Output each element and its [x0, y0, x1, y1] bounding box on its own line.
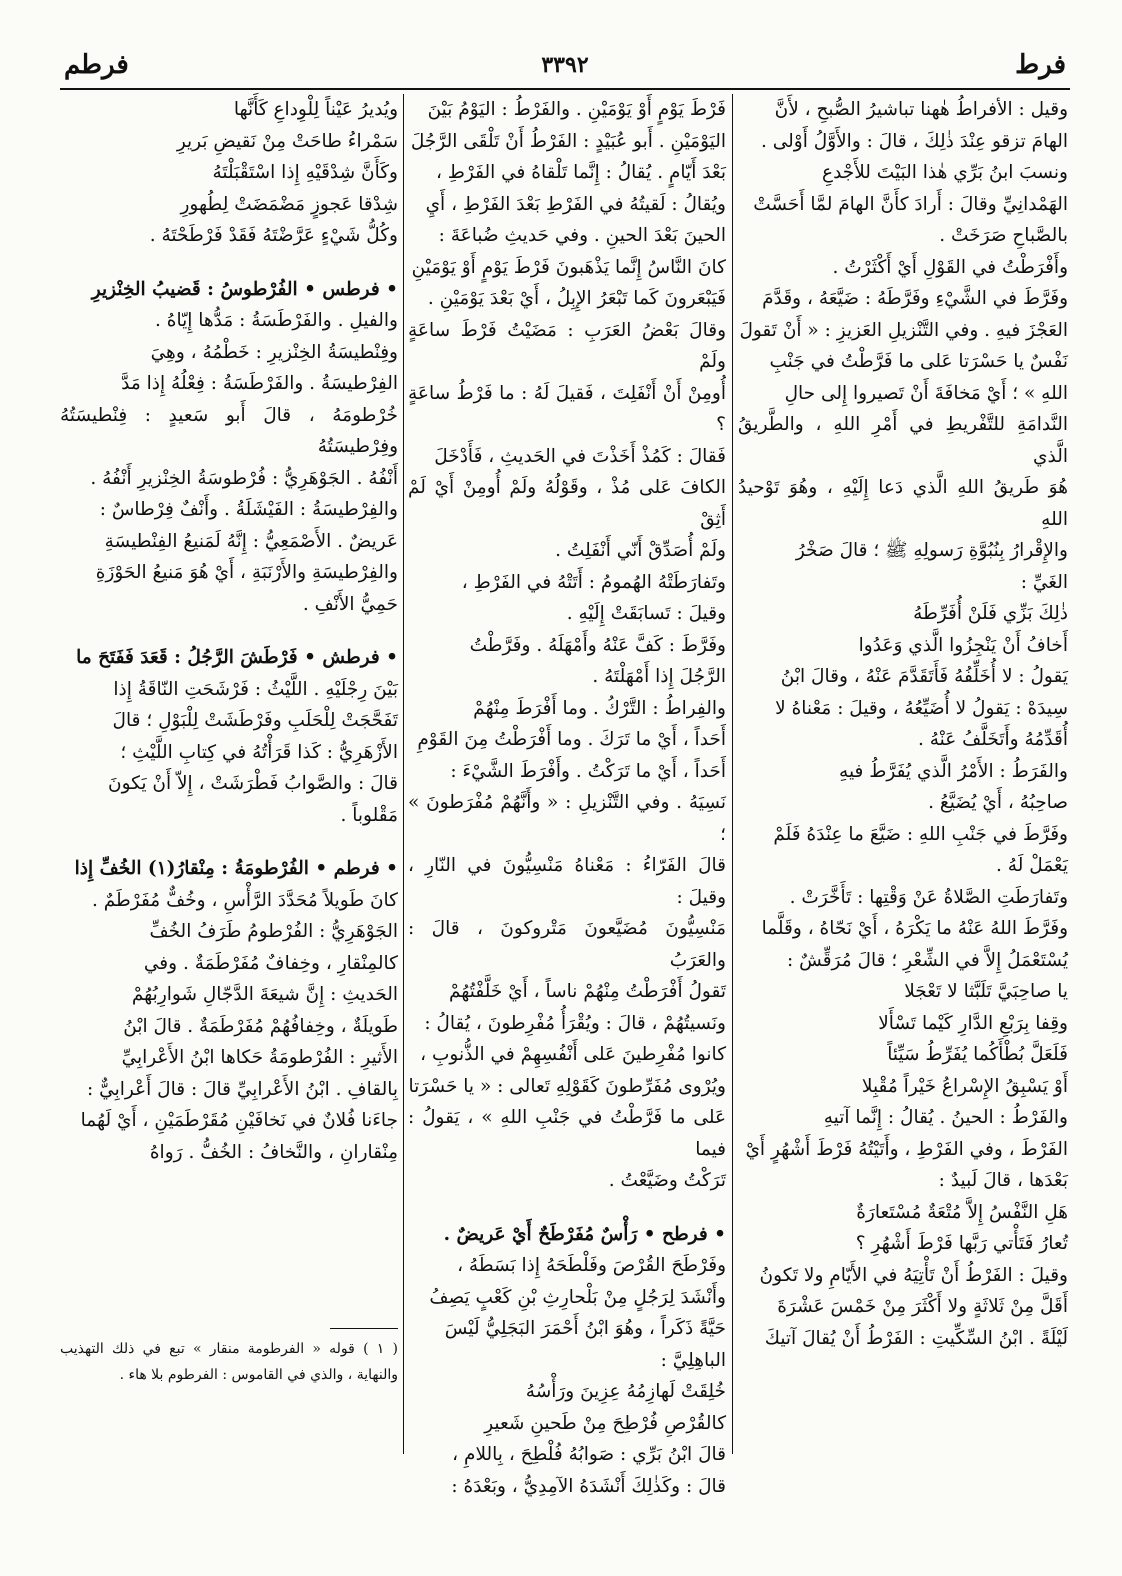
- text-line: والإِقْرارُ بِنُبُوَّةِ رَسولِهِ ﷺ ؛ قالَ صَخْرُ: [795, 540, 1068, 561]
- text-line: تَرَكْتُ وضَيَّعْتُ .: [608, 1170, 726, 1191]
- text-line: فَقالَ : كَمُذْ أَخَذْتَ في الحَديثِ ، فَأَدْخَلَ: [434, 445, 726, 467]
- running-headword-right: فرط: [1015, 50, 1066, 80]
- text-line: خُرْطومَهُ ، قالَ أَبو سَعيدٍ : فِنْطيسَتُهُ وفِرْطيسَتُهُ: [60, 404, 398, 457]
- text-line: شِدْقا عَجوزٍ مَضْمَضَتْ لِطُهورِ: [180, 193, 398, 215]
- text-line: أَنْفُهُ . الجَوْهَرِيُّ : فُرْطوسَةُ الخِنْزيرِ أَنْفُهُ .: [90, 467, 398, 489]
- text-line: طَويلَةٌ ، وخِفافُهُمْ مُفَرْطَمَةٌ . قالَ ابْنُ: [123, 1015, 398, 1037]
- text-line: الكافَ عَلى مُذْ ، وقَوْلُهُ ولَمْ أُومِنْ أَيْ لَمْ أَثِقْ: [408, 477, 726, 530]
- text-line: كانوا مُفْرِطينَ عَلى أَنْفُسِهِمْ في الذُّنوبِ ،: [420, 1044, 726, 1065]
- text-line: الرَّجُلَ إِذا أَمْهَلْتَهُ .: [592, 666, 726, 687]
- text-line: وقيلَ : الفَرْطُ أَنْ تَأْتِيَهُ في الأَيّامِ ولا تَكونُ: [759, 1264, 1068, 1286]
- footnote-rule: [330, 1328, 398, 1329]
- text-line: قالَ ابْنُ بَرِّي : صَوابُهُ فُلْطِحَ ، بِاللامِ ،: [452, 1444, 726, 1465]
- text-line: الباهِلِيَّ :: [660, 1349, 726, 1371]
- text-line: الأَثيرِ : الفُرْطومَةُ حَكاها ابْنُ الأَعْرابِيِّ: [121, 1047, 398, 1068]
- text-line: الفِرْطيسَةُ . والفَرْطَسَةُ : فِعْلُهُ إِذا مَدَّ: [121, 373, 398, 394]
- entry-gap: [408, 1197, 726, 1219]
- text-line: الحينَ بَعْدَ الحينِ . وفي حَديثِ ضُباعَةَ :: [438, 225, 726, 246]
- text-line: وأَنْشَدَ لِرَجُلٍ مِنْ بَلْحارِثِ بْنِ كَعْبٍ يَصِفُ: [429, 1286, 726, 1308]
- text-line: قالَ : وكَذٰلِكَ أَنْشَدَهُ الآمِدِيُّ ، وبَعْدَهُ :: [451, 1475, 726, 1497]
- text-line: نَفْسٌ يا حَسْرَتا عَلى ما فَرَّطْتُ في جَنْبِ: [769, 351, 1068, 372]
- text-line: حَيَّةً ذَكَراً ، وهُوَ ابْنُ أَحْمَرَ البَجَلِيُّ لَيْسَ: [444, 1318, 726, 1339]
- text-line: والفيلِ . والفَرْطَسَةُ : مَدُّها إِيّاهُ .: [155, 310, 398, 331]
- text-line: عَريضٌ . الأَصْمَعِيُّ : إِنَّهُ لَمَنيعُ الفِنْطيسَةِ: [104, 530, 398, 552]
- text-line: الحَديثِ : إِنَّ شيعَةَ الدَّجّالِ شَوارِبُهُمْ: [131, 984, 398, 1005]
- text-line: وقيل : الأفراطُ هٰهنا تباشيرُ الصُّبحِ ، لأَنَّ: [774, 99, 1068, 120]
- column-divider: [732, 94, 733, 1454]
- column-middle: [408, 94, 726, 1502]
- text-line: والفَرْطُ : الحينُ . يُقالُ : إِنَّما آتيهِ: [823, 1107, 1068, 1128]
- text-line: قالَ : والصَّوابُ فَطْرَشَتْ ، إِلاّ أَنْ يَكونَ: [108, 773, 398, 794]
- text-line: ذٰلِكَ بَزِّي فَلَنْ أُفَرِّطَهُ: [913, 603, 1068, 624]
- text-line: الفَرْطَ ، وفي الفَرْطِ ، وأَتَيْتُهُ فَرْطَ أَشْهُرٍ أَيْ: [745, 1138, 1068, 1160]
- entry-gap: [60, 831, 398, 853]
- text-line: يا صاحِبَيَّ تَلَبَّثا لا تَعْجَلا: [904, 981, 1068, 1002]
- entry-gap: [60, 252, 398, 274]
- text-line: الهَمْدانِيِّ وقالَ : أَرادَ كأَنَّ الهامَ لمَّا أَحَسَّتْ: [753, 193, 1068, 215]
- text-line: هَلِ النَّفْسُ إِلاَّ مُتْعَةٌ مُسْتَعارَةٌ: [856, 1201, 1068, 1223]
- text-line: اليَوْمَيْنِ . أَبو عُبَيْدٍ : الفَرْطُ أَنْ تَلْقَى الرَّجُلَ: [410, 130, 726, 152]
- text-line: ويُديرُ عَيْناً لِلْوِداعِ كَأَنَّها: [233, 99, 398, 120]
- text-line: هُوَ طَريقُ اللهِ الَّذي دَعا إِلَيْهِ ، وهُوَ تَوْحيدُ اللهِ: [738, 477, 1068, 530]
- page-number: ٣٣٩٢: [541, 52, 589, 78]
- text-line: ولَمْ أُصَدِّقْ أَنّي أَنْفَلِتُ .: [555, 540, 726, 561]
- text-line: العَجْزَ فيهِ . وفي التَّنْزيلِ العَزيزِ : « أَنْ تَقولَ: [739, 319, 1068, 341]
- text-line: النَّدامَةِ للتَّفْريطِ في أَمْرِ اللهِ ، والطَّريقُ الَّذي: [738, 414, 1068, 467]
- text-line: يُسْتَعْمَلُ إِلاَّ في الشِّعْرِ ؛ قالَ مُرَقِّشٌ :: [787, 949, 1068, 971]
- column-left: [60, 94, 398, 1168]
- text-line: فَيَبْعَرونَ كَما تَبْعَرُ الإِبِلُ ، أَيْ بَعْدَ يَوْمَيْنِ .: [427, 288, 726, 309]
- text-line: فَلَعَلَّ بُطْأَكُما يُفَرِّطُ سَيِّئاً: [887, 1044, 1068, 1065]
- text-line: ويُقالُ : لَقيتُهُ في الفَرْطِ بَعْدَ الفَرْطِ ، أَيِ: [425, 193, 726, 215]
- text-line: كالمِنْقارِ ، وخِفافٌ مُفَرْطَمَةٌ . وفي: [143, 952, 398, 974]
- text-line: والفِرْطيسَةِ والأَرْنَبَةِ ، أَيْ هُوَ مَنيعُ الحَوْزَةِ: [95, 562, 398, 583]
- text-line: الغَيِّ :: [1020, 571, 1068, 593]
- text-line: ونسبَ ابنُ بَرِّي هٰذا البَيْتَ للأَجْدعِ: [822, 162, 1068, 183]
- text-line: ويُرْوى مُفَرِّطونَ كَقَوْلِهِ تَعالى : « يا حَسْرَتا: [408, 1075, 726, 1097]
- text-line: وفَرْطَحَ القُرْصَ وفَلْطَحَهُ إِذا بَسَطَهُ ،: [457, 1255, 726, 1276]
- text-line: صاحِبُهُ ، أَيْ يُضَيَّعُ .: [928, 792, 1068, 813]
- entry-gap: [60, 620, 398, 642]
- running-headword-left: فرطم: [64, 50, 129, 80]
- text-line: قالَ الفَرّاءُ : مَعْناهُ مَنْسِيُّونَ في النّارِ ، وقيلَ :: [408, 855, 726, 908]
- text-line: أُقَدِّمُهُ وأَتَخَلَّفُ عَنْهُ .: [917, 729, 1068, 750]
- text-line: سِيدَهْ : يَقولُ لا أُضَيِّعُهُ ، وقيلَ : مَعْناهُ لا: [775, 697, 1068, 719]
- text-line: وفَرَّطَ : كَفَّ عَنْهُ وأَمْهَلَهُ . وفَرَّطْتُ: [469, 634, 726, 656]
- text-line: الهامَ تزقو عِنْدَ ذٰلِكَ ، قالَ : والأَوَّلُ أَوْلى .: [760, 130, 1068, 152]
- text-line: فَرْطَ يَوْمٍ أَوْ يَوْمَيْنِ . والفَرْطُ : اليَوْمُ بَيْنَ: [427, 99, 726, 120]
- text-line: وفَرَّطَ في الشَّيْءِ وفَرَّطَهُ : ضَيَّعَهُ ، وقَدَّمَ: [762, 288, 1068, 309]
- text-line: نَسِيَهُ . وفي التَّنْزيلِ : « وأَنَّهُمْ مُفْرَطونَ » ؛: [408, 792, 726, 845]
- column-divider: [403, 94, 404, 1454]
- text-line: لَيْلَةً . ابْنُ السِّكِّيتِ : الفَرْطُ أَنْ يُقالَ آتيكَ: [764, 1327, 1068, 1349]
- page-header: [60, 50, 1070, 84]
- text-line: سَمْراءُ طاحَتْ مِنْ نَقيضِ بَريرِ: [176, 130, 398, 152]
- text-line: الأَزْهَرِيُّ : كَذا قَرَأْتُهُ في كِتابِ اللَّيْثِ ؛: [120, 741, 398, 763]
- text-line: اللهِ » ؛ أَيْ مَخافَةَ أَنْ تَصيروا إِلى حالِ: [784, 382, 1068, 404]
- text-line: مَنْسِيُّونَ مُضَيَّعونَ مَتْروكونَ ، قالَ : والعَرَبُ: [408, 918, 726, 971]
- text-line: وقالَ بَعْضُ العَرَبِ : مَضَيْتُ فَرْطَ ساعَةٍ ولَمْ: [408, 319, 726, 372]
- text-line: وكَأَنَّ شِدْقَيْهِ إِذا اسْتَقْبَلْتَهُ: [212, 162, 398, 183]
- text-line: أَخافُ أَنْ يَنْجِزُوا الَّذي وَعَدُوا: [858, 634, 1068, 656]
- text-line: وقيلَ : تَسابَقَتْ إِلَيْهِ .: [566, 603, 726, 624]
- entry-headword-line: • فرطح • رَأْسٌ مُفَرْطَحٌ أَيْ عَريضٌ .: [443, 1223, 726, 1245]
- text-line: تَفَحَّجَتْ لِلْحَلَبِ وفَرْطَشَتْ لِلْبَوْلِ ؛ قالَ: [112, 710, 398, 731]
- text-line: وأَفْرَطْتُ في القَوْلِ أَيْ أَكْثَرْتُ .: [832, 256, 1068, 278]
- text-line: بَعْدَها ، قالَ لَبيدٌ :: [938, 1170, 1068, 1191]
- text-line: بِالقافِ . ابْنُ الأَعْرابِيِّ قالَ : قالَ أَعْرابِيٌّ :: [87, 1078, 398, 1100]
- text-line: وقِفا بِرَبْعِ الدَّارِ كَيْما تَسْأَلا: [878, 1012, 1068, 1034]
- text-line: بالصَّباحِ صَرَخَتْ .: [939, 225, 1068, 246]
- entry-headword-line: • فرطش • فَرْطَشَ الرَّجُلُ : قَعَدَ فَفَتَحَ ما: [76, 647, 398, 668]
- text-line: مَقْلوباً .: [340, 804, 398, 826]
- text-line: وفَرَّطَ في جَنْبِ اللهِ : ضَيَّعَ ما عِنْدَهُ فَلَمْ: [773, 823, 1068, 845]
- text-line: بَعْدَ أَيّامٍ . يُقالُ : إِنَّما تَلْقاهُ في الفَرْطِ ،: [435, 162, 726, 183]
- text-line: والفِرْطيسَةُ : الفَيْشَلَةُ . وأَنْفٌ فِرْطاسٌ :: [99, 499, 398, 520]
- text-line: يَقولُ : لا أُخَلِّفُهُ فَأَتَقَدَّمَ عَنْهُ ، وقالَ ابْنُ: [780, 666, 1068, 687]
- text-line: والفَرَطُ : الأَمْرُ الَّذي يُفَرَّطُ فيهِ: [839, 760, 1068, 782]
- text-line: بَيْنَ رِجْلَيْهِ . اللَّيْثُ : فَرْشَحَتِ النّاقَةُ إِذا: [113, 678, 398, 700]
- text-line: كانَ النَّاسُ إِنَّما يَذْهَبونَ فَرْطَ يَوْمٍ أَوْ يَوْمَيْنِ: [411, 256, 726, 278]
- text-line: تَقولُ أَفْرَطْتُ مِنْهُمْ ناساً ، أَيْ خَلَّفْتُهُمْ: [448, 981, 726, 1002]
- text-line: أَحَداً ، أَيْ ما تَرَكْتُ . وأَفْرَطَ الشَّيْءَ :: [450, 760, 726, 782]
- text-line: كالقُرْصِ فُرْطِحَ مِنْ طَحينِ شَعيرِ: [484, 1412, 726, 1434]
- text-line: وتَفارَطَتِ الصَّلاةُ عَنْ وَقْتِها : تَأَخَّرَتْ .: [789, 886, 1068, 908]
- header-rule: [60, 88, 1070, 90]
- text-line: كانَ طَويلاً مُحَدَّدَ الرَّأْسِ ، وخُفٌّ مُفَرْطَمٌ .: [91, 889, 398, 911]
- column-right: [738, 94, 1068, 1354]
- text-line: أَقَلَّ مِنْ ثَلاثَةٍ ولا أَكْثَرَ مِنْ خَمْسَ عَشْرَةَ: [777, 1296, 1068, 1317]
- entry-headword-line: • فرطم • الفُرْطومَةُ : مِنْقارُ(١) الخُفِّ إِذا: [74, 858, 398, 879]
- text-line: ونَسيتُهُمْ ، قالَ : ويُقْرَأُ مُفْرِطونَ ، يُقالُ :: [424, 1012, 726, 1034]
- text-line: أَوْ يَسْبِقُ الإِسْراعُ خَيْراً مُقْبِلا: [861, 1075, 1068, 1097]
- text-line: وفَرَّطَ اللهُ عَنْهُ ما يَكْرَهُ ، أَيْ نَحّاهُ ، وقَلَّما: [761, 918, 1068, 939]
- text-line: تُعارُ فَتَأْتي رَبَّها فَرْطَ أَشْهُرِ ؟: [855, 1233, 1068, 1254]
- text-line: يَعْمَلْ لَهُ .: [996, 855, 1068, 876]
- text-line: وفِنْطيسَةُ الخِنْزيرِ : خَطْمُهُ ، وهِيَ: [150, 341, 398, 363]
- text-line: حَمِيُّ الأَنْفِ .: [302, 593, 398, 615]
- text-line: وكُلُّ شَيْءٍ عَرَّضْتَهُ فَقَدْ فَرْطَحْتَهُ .: [149, 225, 398, 246]
- text-line: الجَوْهَرِيُّ : الفُرْطومُ طَرَفُ الخُفِّ: [149, 921, 398, 942]
- text-line: خُلِقَتْ لَهازِمُهُ عِزِينَ ورَأْسُهُ: [525, 1381, 726, 1402]
- footnote: ( ١ ) قوله « الفرطومة منقار » تبع في ذلك التهذيب والنهاية ، والذي في القاموس : الفرطوم بلا هاء .: [60, 1341, 398, 1383]
- text-line: جاءَنا فُلانٌ في نَخافَيْنِ مُقَرْطَمَيْنِ ، أَيْ لَهُما: [80, 1110, 398, 1131]
- text-line: وتَفارَطَتْهُ الهُمومُ : أَتَتْهُ في الفَرْطِ ،: [461, 571, 726, 593]
- text-line: عَلى ما فَرَّطْتُ في جَنْبِ اللهِ » ، يَقولُ : فيما: [408, 1107, 726, 1160]
- text-line: أَحَداً ، أَيْ ما تَرَكَ . وما أَفْرَطْتُ مِنَ القَوْمِ: [417, 729, 726, 750]
- text-line: مِنْقارانِ ، والنَّخافُ : الخُفُّ . رَواهُ: [149, 1141, 398, 1163]
- text-line: والفِراطُ : التَّرْكُ . وما أَفْرَطَ مِنْهُمْ: [473, 697, 726, 719]
- text-line: أُومِنْ أَنْ أَنْفَلِتَ ، فَقيلَ لَهُ : ما فَرْطُ ساعَةٍ ؟: [408, 382, 726, 435]
- entry-headword-line: • فرطس • الفُرْطوسُ : قَضيبُ الخِنْزيرِ: [91, 278, 398, 300]
